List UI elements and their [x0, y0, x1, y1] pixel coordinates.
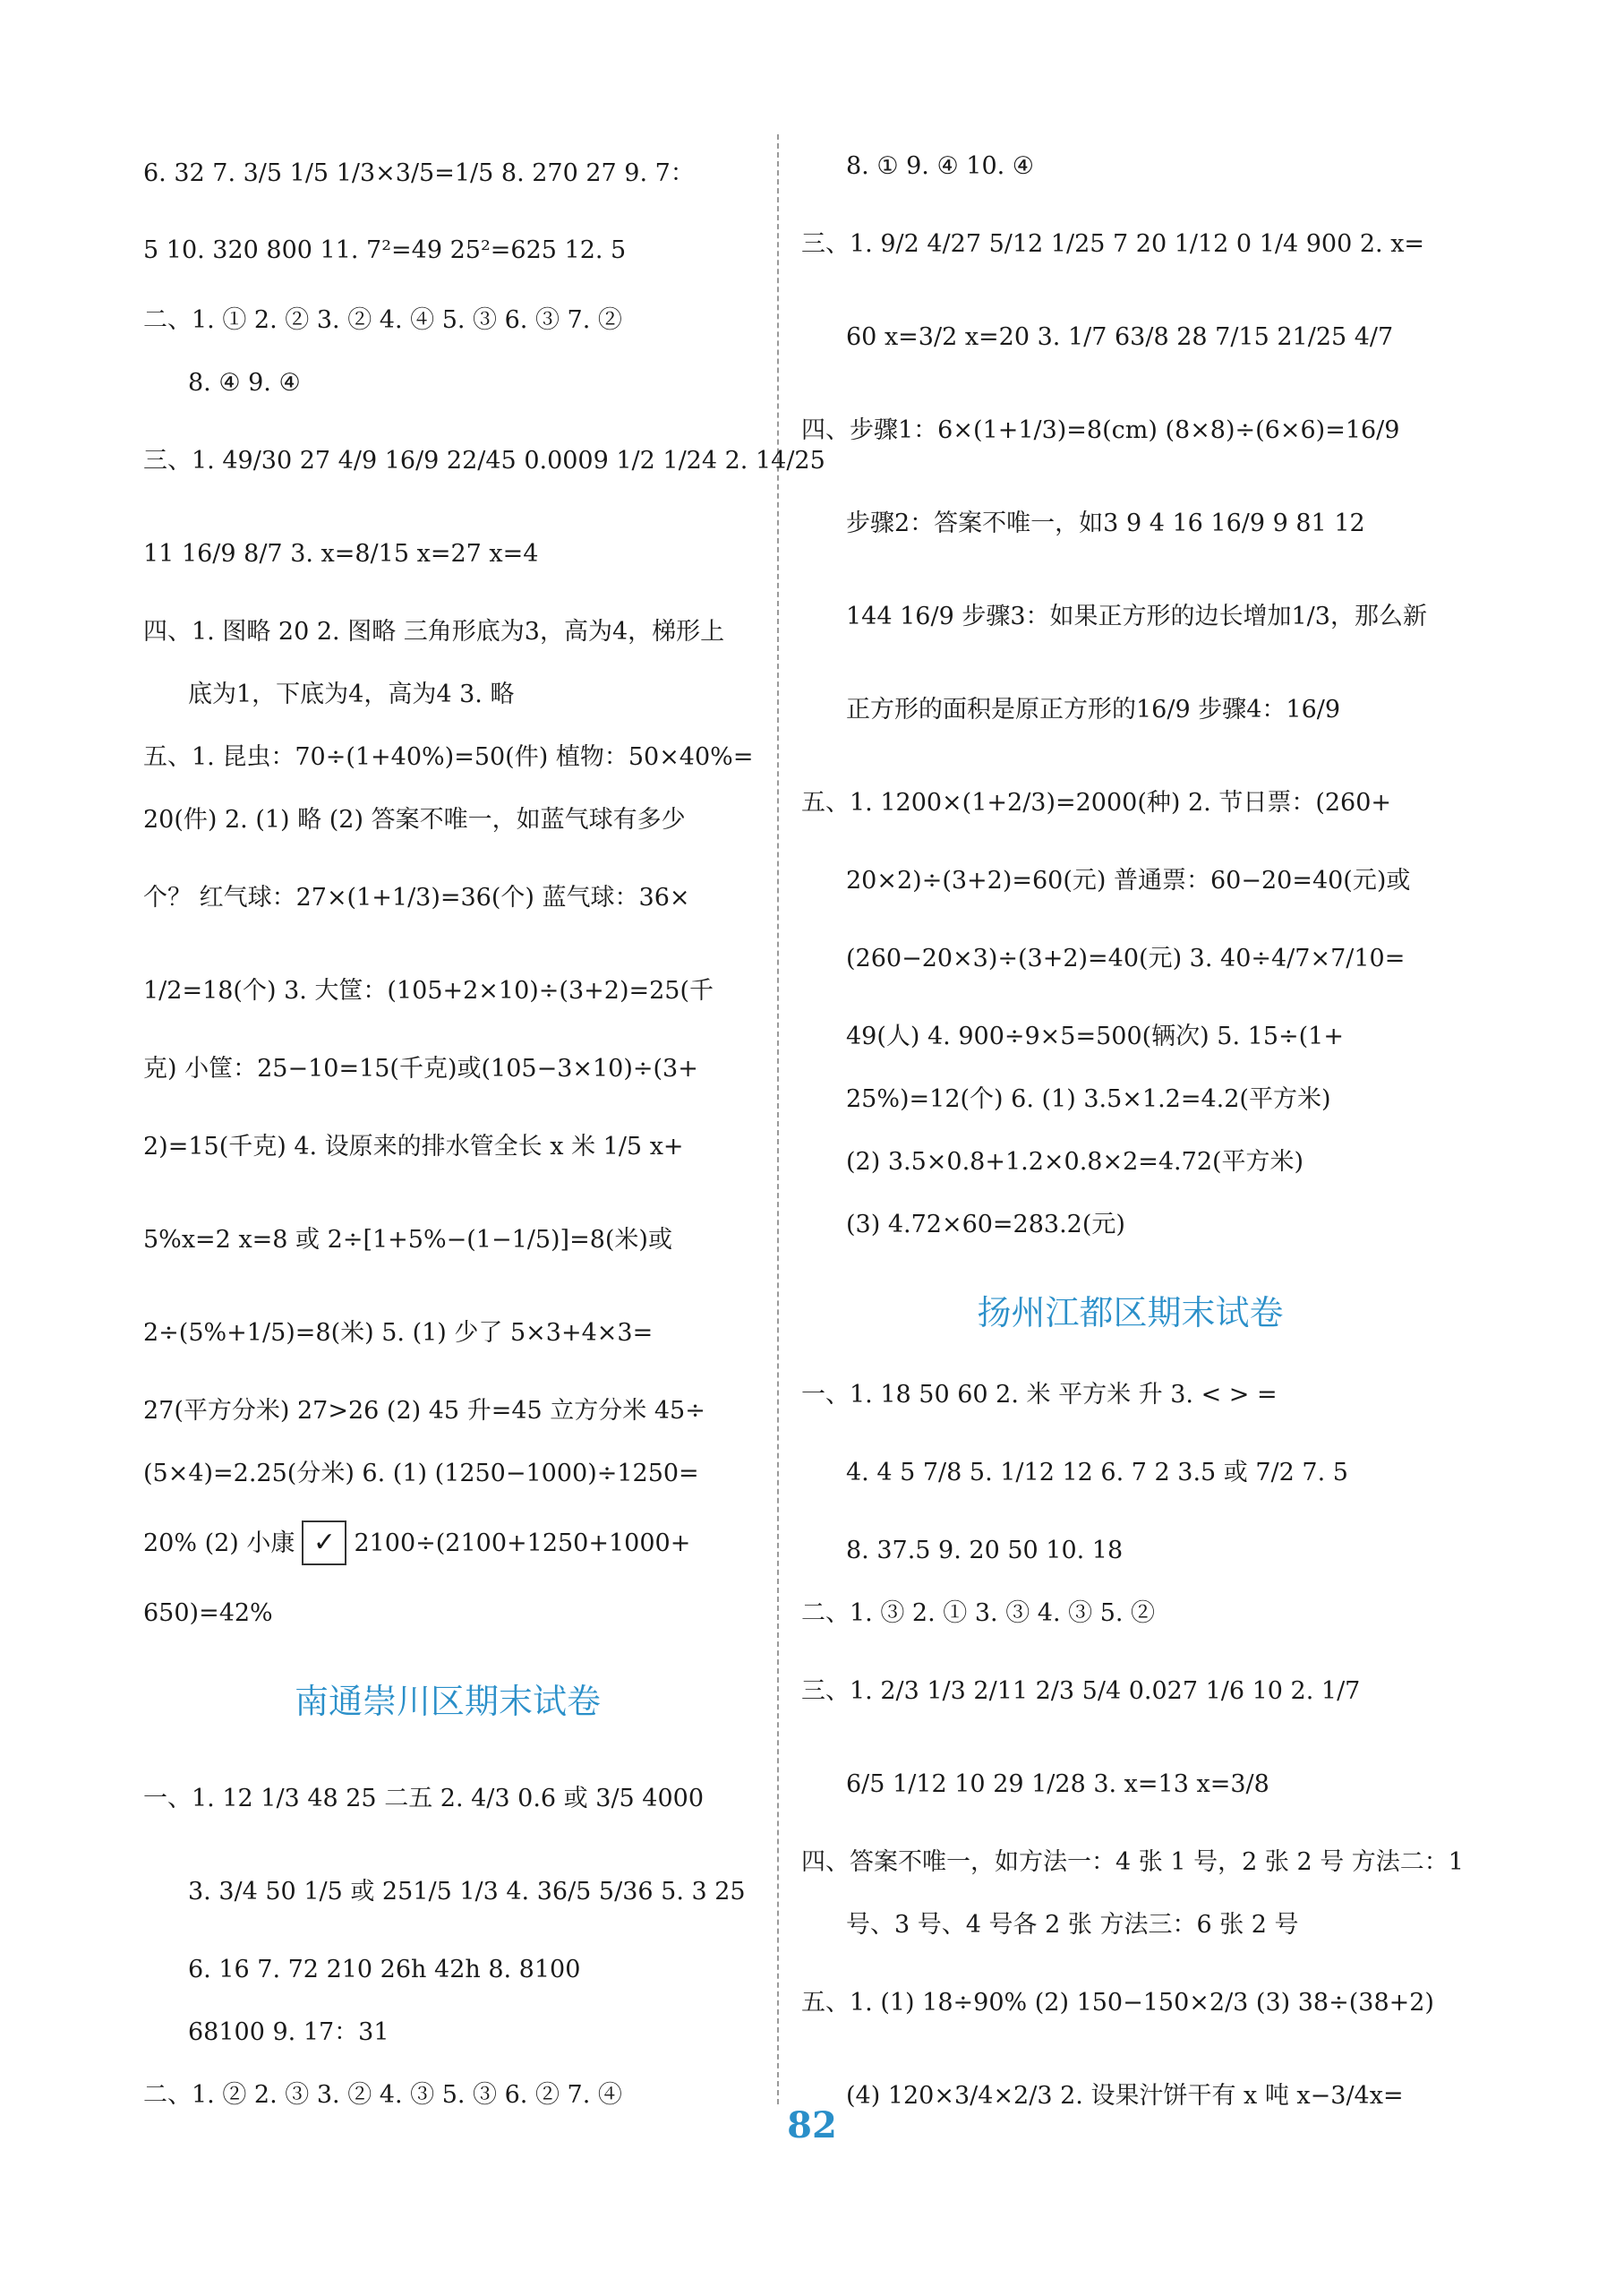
answer-line: 6. 16 7. 72 210 26h 42h 8. 8100 [188, 1955, 581, 1983]
answer-line: 8. 37.5 9. 20 50 10. 18 [846, 1536, 1124, 1564]
page-number: 82 [787, 2104, 837, 2146]
answer-line: 1/2=18(个) 3. 大筐：(105+2×10)÷(3+2)=25(千 [143, 976, 714, 1005]
answer-line: 650)=42% [143, 1598, 273, 1627]
answer-line: 四、答案不唯一，如方法一：4 张 1 号，2 张 2 号 方法二：1 [801, 1847, 1464, 1876]
answer-line: 5%x=2 x=8 或 2÷[1+5%−(1−1/5)]=8(米)或 [143, 1225, 672, 1254]
answer-line: 五、1. 1200×(1+2/3)=2000(种) 2. 节日票：(260+ [801, 788, 1392, 817]
answer-line: 4. 4 5 7/8 5. 1/12 12 6. 7 2 3.5 或 7/2 7. 5 [846, 1458, 1348, 1486]
answer-line: 个？ 红气球：27×(1+1/3)=36(个) 蓝气球：36× [143, 883, 690, 912]
answer-line: 步骤2：答案不唯一，如3 9 4 16 16/9 9 81 12 [846, 509, 1365, 537]
answer-line: (2) 3.5×0.8+1.2×0.8×2=4.72(平方米) [846, 1147, 1304, 1176]
answer-line: 6/5 1/12 10 29 1/28 3. x=13 x=3/8 [846, 1769, 1269, 1798]
answer-line: 144 16/9 步骤3：如果正方形的边长增加1/3，那么新 [846, 602, 1427, 630]
answer-line: 11 16/9 8/7 3. x=8/15 x=27 x=4 [143, 539, 539, 568]
section-title: 南通崇川区期末试卷 [294, 1681, 601, 1721]
answer-line: 正方形的面积是原正方形的16/9 步骤4：16/9 [846, 695, 1341, 724]
answer-line: 2÷(5%+1/5)=8(米) 5. (1) 少了 5×3+4×3= [143, 1318, 654, 1347]
answer-line: (4) 120×3/4×2/3 2. 设果汁饼干有 x 吨 x−3/4x= [846, 2081, 1404, 2110]
answer-line: 68100 9. 17：31 [188, 2017, 389, 2046]
answer-line: 20(件) 2. (1) 略 (2) 答案不唯一，如蓝气球有多少 [143, 805, 686, 834]
answer-line: 克) 小筐：25−10=15(千克)或(105−3×10)÷(3+ [143, 1054, 698, 1083]
answer-text: 20% (2) 小康 [143, 1529, 295, 1557]
answer-line-with-check [143, 1504, 752, 1581]
answer-line: (5×4)=2.25(分米) 6. (1) (1250−1000)÷1250= [143, 1459, 699, 1487]
answer-line: 8. ④ 9. ④ [188, 368, 301, 397]
right-column [801, 134, 1464, 2142]
answer-line: 3. 3/4 50 1/5 或 251/5 1/3 4. 36/5 5/36 5. 3 25 [188, 1877, 746, 1906]
left-column [143, 134, 825, 2126]
checkmark-box: ✓ [302, 1520, 346, 1565]
answer-line: 5 10. 320 800 11. 7²=49 25²=625 12. 5 [143, 236, 627, 264]
answer-line: 五、1. 昆虫：70÷(1+40%)=50(件) 植物：50×40%= [143, 742, 754, 771]
answer-line: 四、1. 图略 20 2. 图略 三角形底为3，高为4，梯形上 [143, 617, 725, 646]
answer-line: 二、1. ② 2. ③ 3. ② 4. ③ 5. ③ 6. ② 7. ④ [143, 2080, 622, 2109]
answer-line: 一、1. 12 1/3 48 25 二五 2. 4/3 0.6 或 3/5 4000 [143, 1784, 705, 1812]
answer-line: (260−20×3)÷(3+2)=40(元) 3. 40÷4/7×7/10= [846, 944, 1406, 972]
answer-line: 二、1. ① 2. ② 3. ② 4. ④ 5. ③ 6. ③ 7. ② [143, 305, 622, 334]
answer-line: 四、步骤1：6×(1+1/3)=8(cm) (8×8)÷(6×6)=16/9 [801, 415, 1400, 444]
answer-line: 60 x=3/2 x=20 3. 1/7 63/8 28 7/15 21/25 4/7 [846, 322, 1394, 351]
answer-line: 8. ① 9. ④ 10. ④ [846, 151, 1034, 180]
answer-line: 49(人) 4. 900÷9×5=500(辆次) 5. 15÷(1+ [846, 1022, 1344, 1050]
answer-line: 底为1，下底为4，高为4 3. 略 [188, 680, 515, 708]
answer-line: 三、1. 2/3 1/3 2/11 2/3 5/4 0.027 1/6 10 2. 1/7 [801, 1676, 1361, 1705]
answer-line: 2)=15(千克) 4. 设原来的排水管全长 x 米 1/5 x+ [143, 1132, 684, 1161]
answer-line: 五、1. (1) 18÷90% (2) 150−150×2/3 (3) 38÷(38+2) [801, 1988, 1434, 2017]
answer-line: 三、1. 49/30 27 4/9 16/9 22/45 0.0009 1/2 1/24 2. 14/25 [143, 446, 825, 475]
column-divider [777, 134, 779, 2104]
answer-line: 25%)=12(个) 6. (1) 3.5×1.2=4.2(平方米) [846, 1084, 1331, 1113]
answer-line: (3) 4.72×60=283.2(元) [846, 1210, 1125, 1238]
answer-line: 6. 32 7. 3/5 1/5 1/3×3/5=1/5 8. 270 27 9. 7： [143, 158, 695, 187]
answer-line: 一、1. 18 50 60 2. 米 平方米 升 3. < > = [801, 1380, 1278, 1409]
answer-line: 二、1. ③ 2. ① 3. ③ 4. ③ 5. ② [801, 1598, 1156, 1627]
answer-line: 20×2)÷(3+2)=60(元) 普通票：60−20=40(元)或 [846, 866, 1411, 895]
answer-line: 27(平方分米) 27>26 (2) 45 升=45 立方分米 45÷ [143, 1396, 705, 1425]
section-title: 扬州江都区期末试卷 [977, 1292, 1284, 1332]
answer-line: 三、1. 9/2 4/27 5/12 1/25 7 20 1/12 0 1/4 900 2. x= [801, 229, 1425, 258]
answer-line: 号、3 号、4 号各 2 张 方法三：6 张 2 号 [846, 1910, 1299, 1939]
answer-text: 2100÷(2100+1250+1000+ [354, 1529, 691, 1557]
